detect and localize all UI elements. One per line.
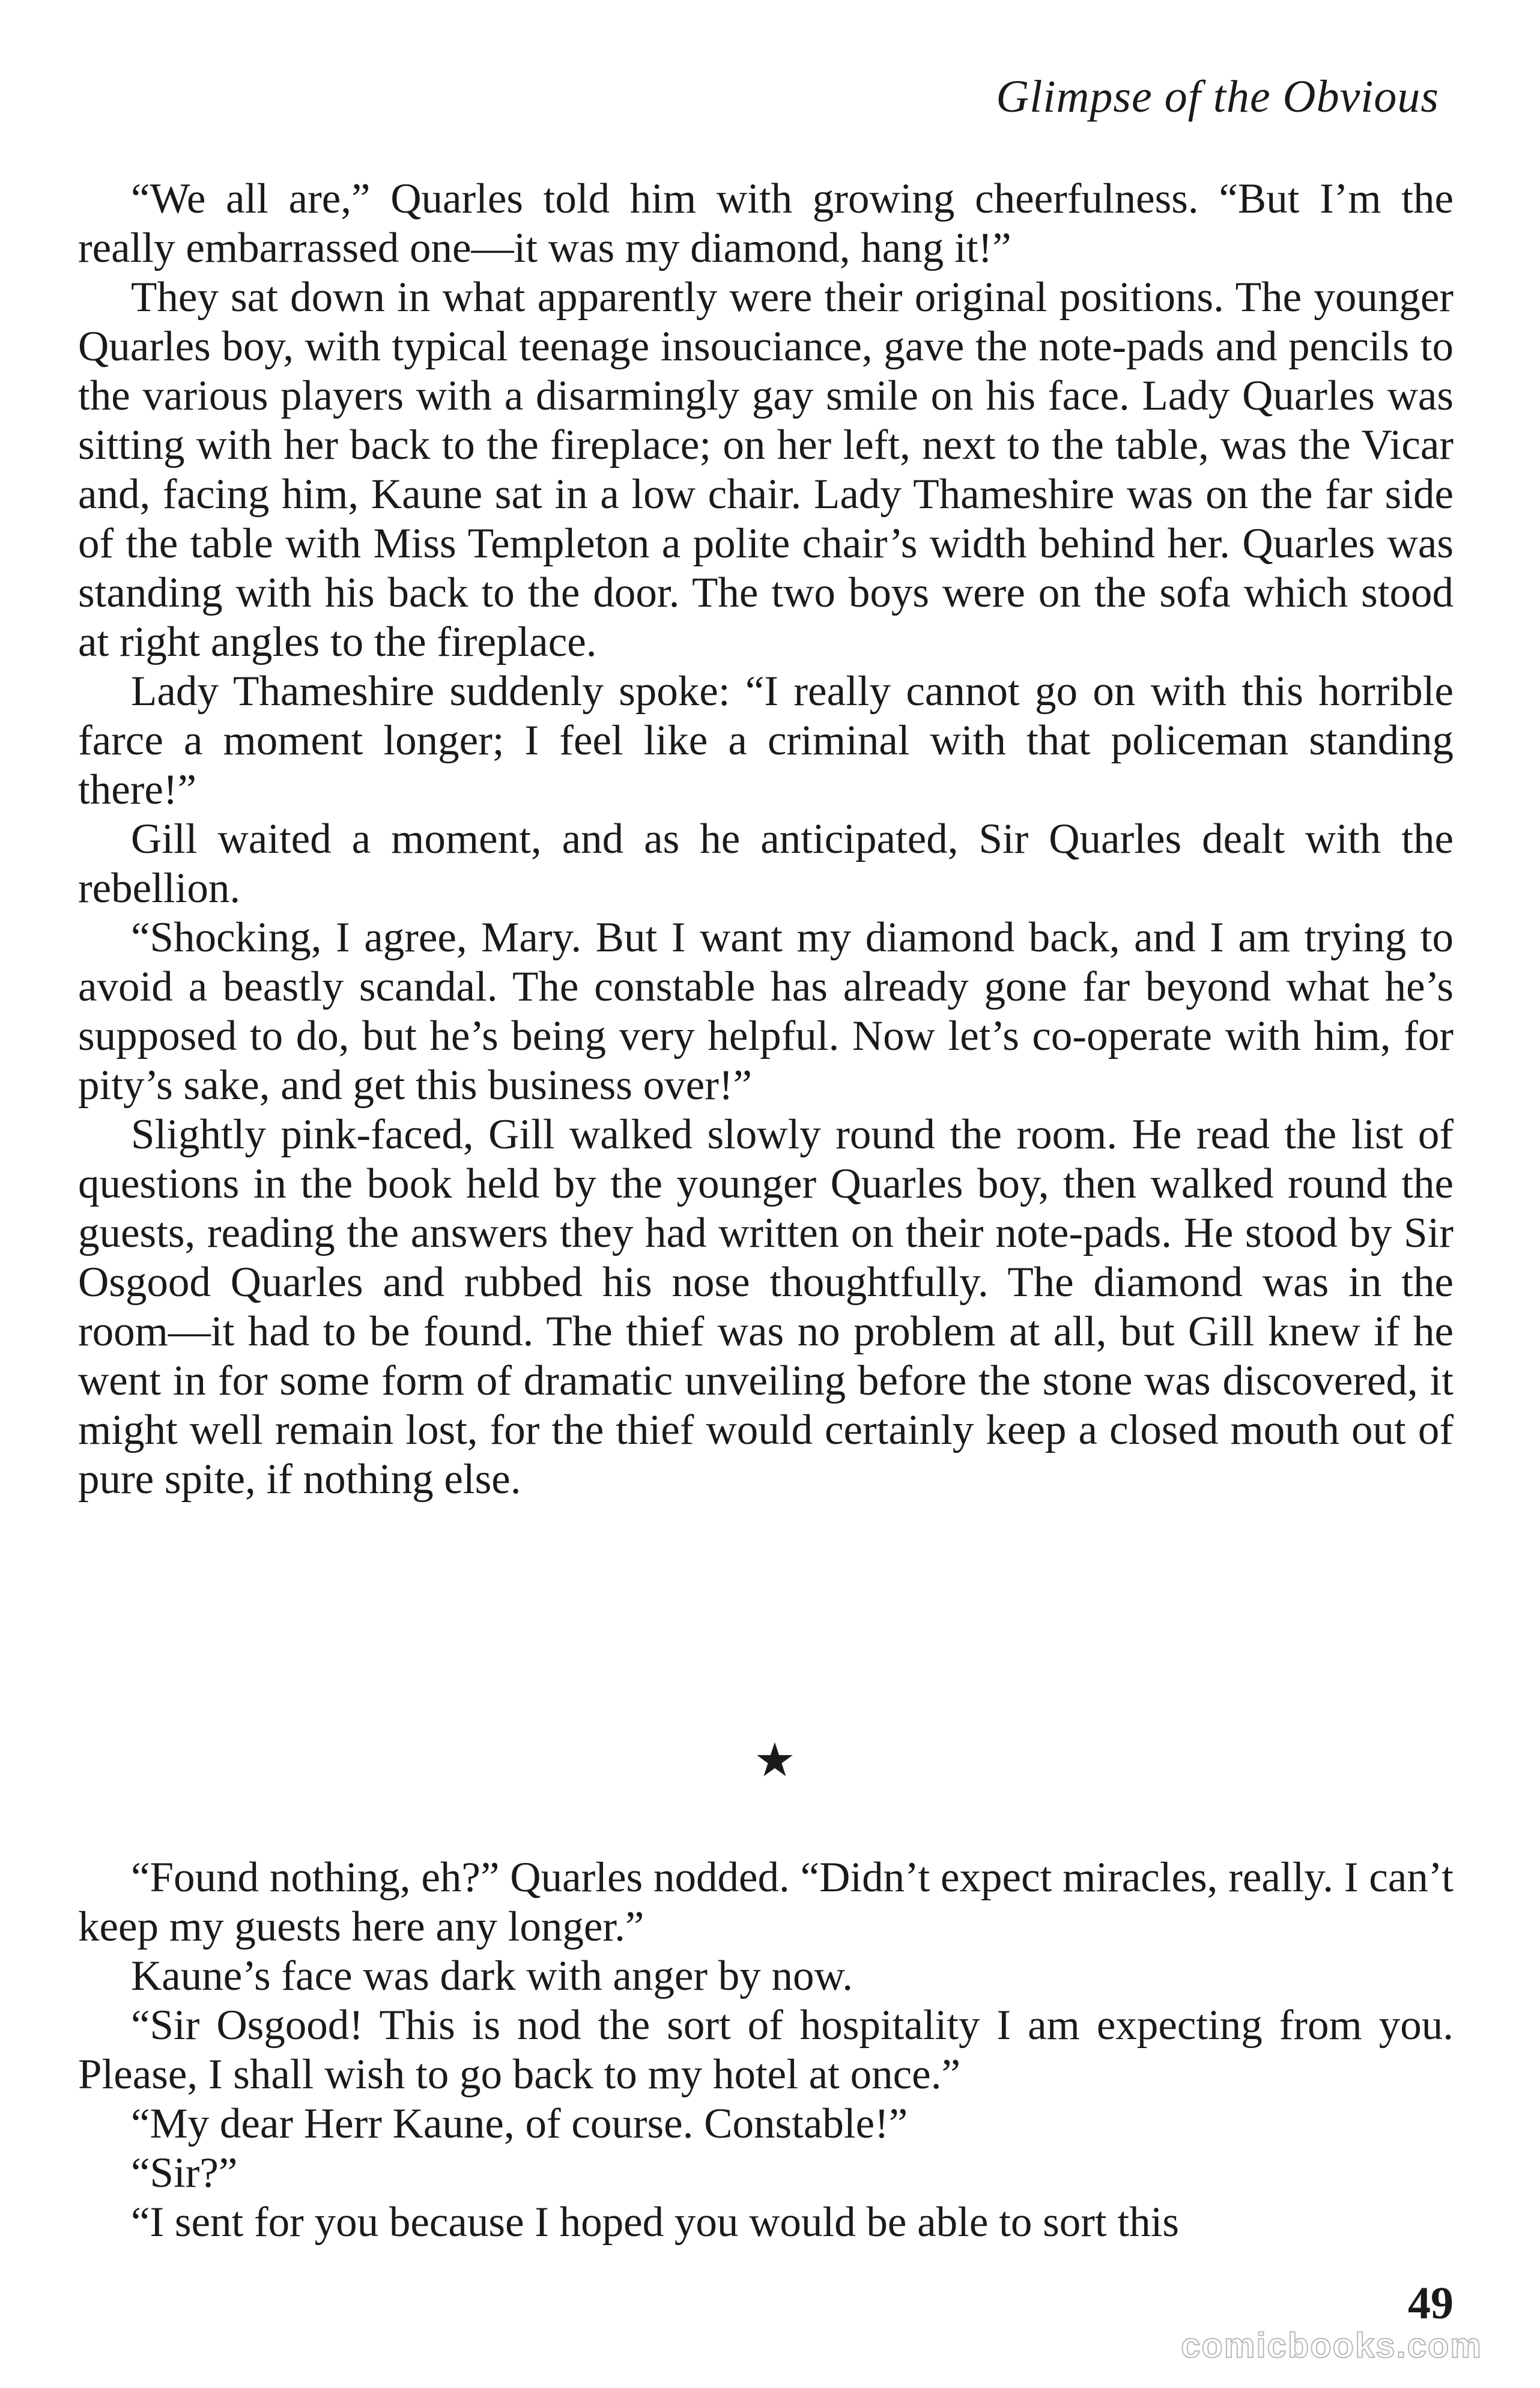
watermark: comicbooks.com — [1181, 2326, 1482, 2365]
paragraph: They sat down in what apparently were their original positions. The younger Quarles boy, with typical teenage insouciance, gave the note-pads and pencils to the various players with a disarmingly gay smile on his face. Lady Quarles was sitting with her back to the fireplace; on her left, next to the table, was the Vicar and, facing him, Kaune sat in a low chair. Lady Thameshire was on the far side of the table with Miss Templeton a polite chair’s width behind her. Quarles was standing with his back to the door. The two boys were on the sofa which stood at right angles to the fireplace. — [78, 274, 1454, 665]
page-number: 49 — [1408, 2278, 1454, 2329]
paragraph: Gill waited a moment, and as he anticipated, Sir Quarles dealt with the rebellion. — [78, 816, 1454, 912]
paragraph: “I sent for you because I hoped you would be able to sort this — [131, 2199, 1179, 2246]
paragraph: “Shocking, I agree, Mary. But I want my diamond back, and I am trying to avoid a beastly scandal. The constable has already gone far beyond what he’s supposed to do, but he’s being very helpful. Now let’s co-operate with him, for pity’s sake, and get this business over!” — [78, 914, 1454, 1109]
section-break-star: ★ — [754, 1734, 796, 1786]
paragraph: “We all are,” Quarles told him with growing cheerfulness. “But I’m the really embarrassed one—it was my diamond, hang it!” — [78, 175, 1454, 271]
paragraph: “My dear Herr Kaune, of course. Constable!” — [131, 2100, 908, 2147]
paragraph: Slightly pink-faced, Gill walked slowly round the room. He read the list of questions in the book held by the younger Quarles boy, then walked round the guests, reading the answers they had written on their note-pads. He stood by Sir Osgood Quarles and rubbed his nose thoughtfully. The diamond was in the room—it had to be found. The thief was no problem at all, but Gill knew if he went in for some form of dramatic unveiling before the stone was discovered, it might well remain lost, for the thief would certainly keep a closed mouth out of pure spite, if nothing else. — [78, 1111, 1454, 1503]
paragraph: “Found nothing, eh?” Quarles nodded. “Didn’t expect miracles, really. I can’t keep my guests here any longer.” — [78, 1854, 1454, 1950]
paragraph: “Sir?” — [131, 2150, 238, 2196]
body-text-before-break — [78, 174, 1454, 1504]
running-head: Glimpse of the Obvious — [996, 71, 1439, 122]
paragraph: Lady Thameshire suddenly spoke: “I really cannot go on with this horrible farce a moment longer; I feel like a criminal with that policeman standing there!” — [78, 668, 1454, 813]
paragraph: “Sir Osgood! This is nod the sort of hospitality I am expecting from you. Please, I shall wish to go back to my hotel at once.” — [78, 2002, 1454, 2098]
body-text-after-break — [78, 1853, 1454, 2247]
paragraph: Kaune’s face was dark with anger by now. — [131, 1953, 853, 1999]
